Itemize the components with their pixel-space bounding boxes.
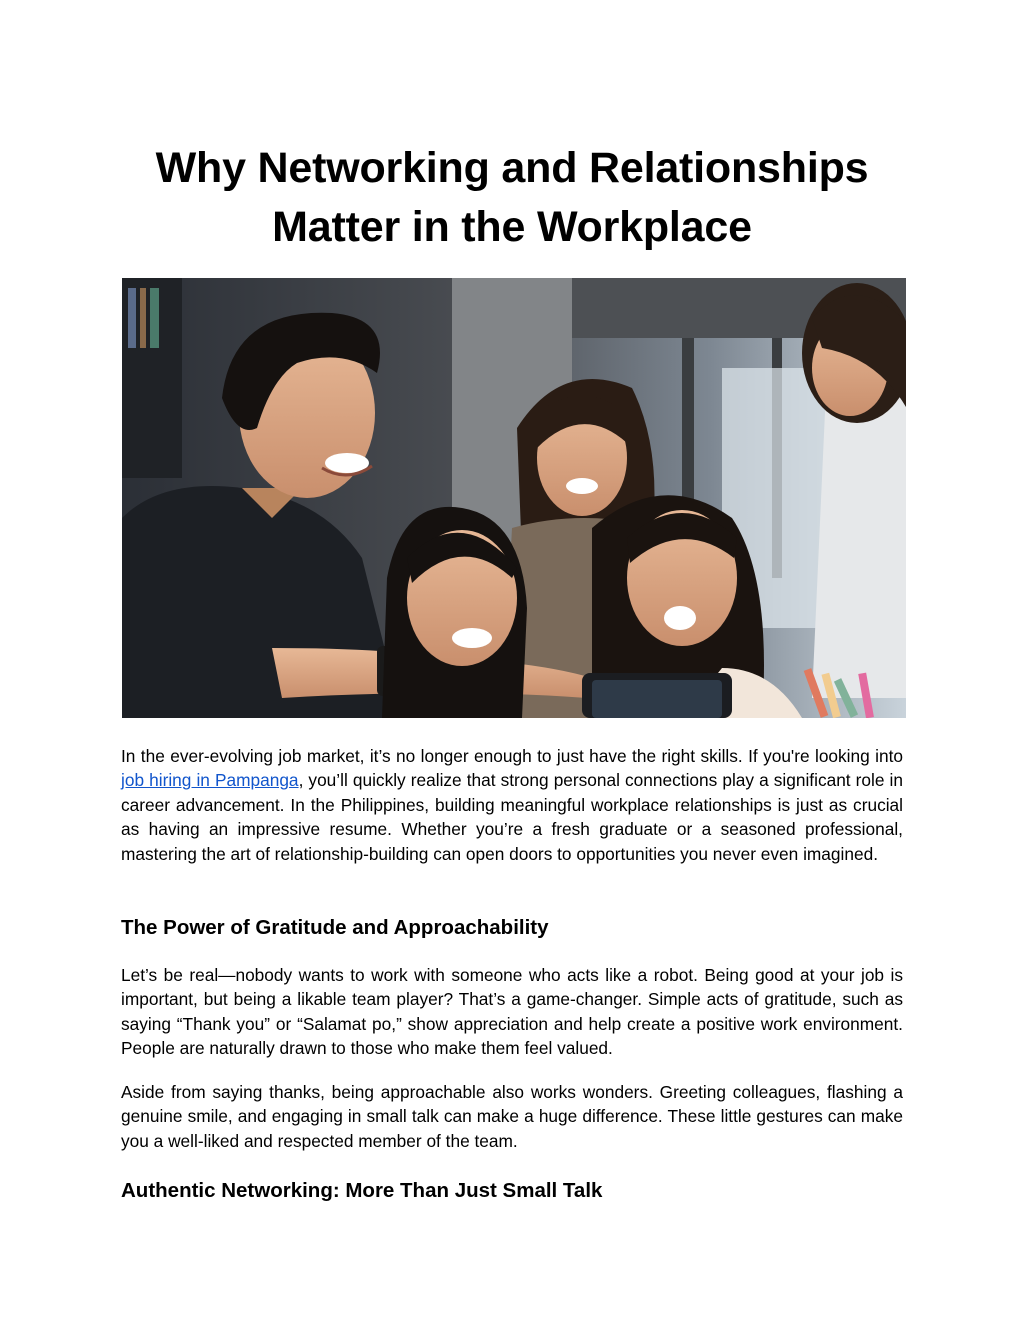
section-heading-networking: Authentic Networking: More Than Just Small Talk <box>121 1179 603 1202</box>
section-heading-gratitude: The Power of Gratitude and Approachability <box>121 916 549 939</box>
page-title <box>110 139 914 257</box>
intro-text-after-link: , you’ll quickly realize that strong personal connections play a significant role in career advancement. In the Philippines, building meaningful workplace relationships is just as crucial as having an impressive resume. Whether you’re a fresh graduate or a seasoned professional, mastering the art of relationship-building can open doors to opportunities you never even imagined. <box>121 770 904 864</box>
intro-text-before-link: In the ever-evolving job market, it’s no longer enough to just have the right skills. If you're looking into <box>121 746 903 766</box>
gratitude-paragraph: Let’s be real—nobody wants to work with someone who acts like a robot. Being good at your job is important, but being a likable team player? That’s a game-changer. Simple acts of gratitude, such as saying “Thank you” or “Salamat po,” show appreciation and help create a positive work environment. People are naturally drawn to those who make them feel valued. <box>121 965 903 1059</box>
page-title-line-2: Matter in the Workplace <box>272 203 752 251</box>
hero-photo <box>122 278 906 718</box>
page-title-line-1: Why Networking and Relationships <box>155 144 869 192</box>
intro-paragraph <box>121 744 903 866</box>
job-hiring-link[interactable]: job hiring in Pampanga <box>121 770 299 791</box>
approachability-paragraph: Aside from saying thanks, being approachable also works wonders. Greeting colleagues, flashing a genuine smile, and engaging in small talk can make a huge difference. These little gestures can make you a well-liked and respected member of the team. <box>121 1082 903 1151</box>
hero-photo-illustration <box>122 278 906 718</box>
